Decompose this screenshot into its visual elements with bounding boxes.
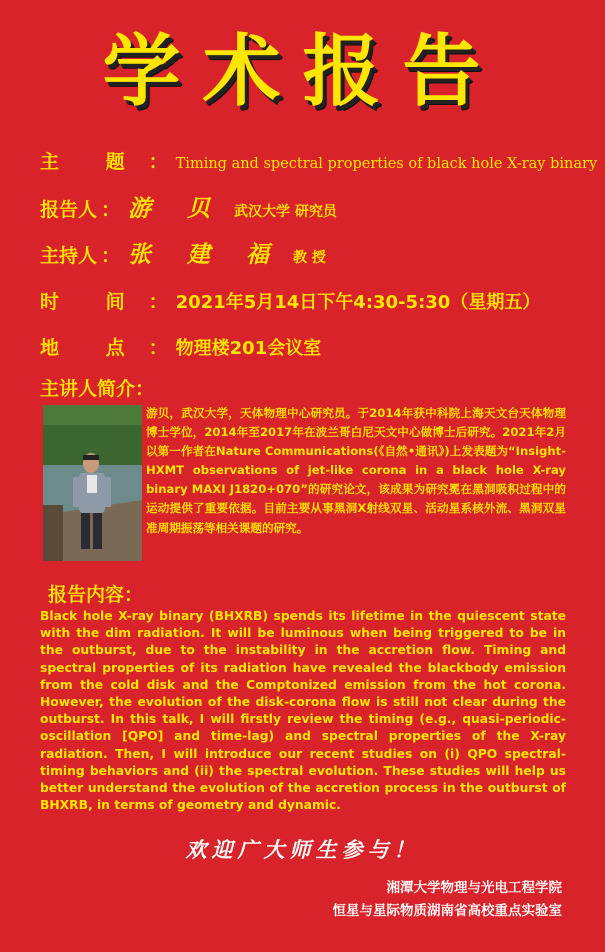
host-label: 主持人 (40, 245, 98, 267)
speaker-photo (43, 405, 142, 561)
bio-text: 游贝，武汉大学，天体物理中心研究员。于2014年获中科院上海天文台天体物理博士学位，2014年至2017年在波兰哥白尼天文中心做博士后研究。2021年2月以第一作者在Nature Communications(《自然•通讯》)上发表题为“Insight-HXMT observations of jet-like corona in a black hole X-ray binary MAXI J1820+070”的研究论文，该成果为研究冕在黑洞吸积过程中的运动提供了重要依据。目前主要从事黑洞X射线双星、活动星系核外流、黑洞双星准周期振荡等相关课题的研究。 (146, 406, 566, 535)
host-title: 教 授 (293, 250, 326, 266)
footer-lab: 恒星与星际物质湖南省高校重点实验室 (332, 903, 562, 919)
host-name: 张 建 福 (128, 241, 284, 268)
speaker-label: 报告人 (40, 199, 98, 221)
footer-school: 湘潭大学物理与光电工程学院 (386, 880, 562, 896)
speaker-row (40, 190, 337, 223)
speaker-name: 游 贝 (128, 195, 225, 222)
place-value: 物理楼201会议室 (175, 338, 322, 359)
time-value: 2021年5月14日下午4:30-5:30（星期五） (175, 292, 541, 313)
abstract-heading: 报告内容： (48, 584, 144, 606)
welcome-text: 欢迎广大师生参与！ (185, 837, 420, 862)
time-label: 时 间 (40, 291, 145, 313)
place-label: 地 点 (40, 337, 145, 359)
bio-heading: 主讲人简介： (40, 378, 155, 400)
host-row (40, 236, 326, 269)
speaker-colon: ： (101, 199, 121, 221)
topic-value: Timing and spectral properties of black hole X-ray binary (175, 156, 598, 172)
place-colon: ： (148, 337, 168, 359)
time-colon: ： (148, 291, 168, 313)
speaker-affiliation: 武汉大学 研究员 (234, 204, 337, 220)
abstract-text: Black hole X-ray binary (BHXRB) spends its lifetime in the quiescent state with the dim radiation. It will be luminous when being triggered to be in the outburst, due to the instability in the accretion flow. Timing and spectral properties of its radiation have revealed the blackbody emission from the cold disk and the Comptonized emission from the hot corona. However, the evolution of the disk-corona flow is still not clear during the outburst. In this talk, I will firstly review the timing (e.g., quasi-periodic-oscillation [QPO] and time-lag) and spectral properties of the X-ray radiation. Then, I will introduce our recent studies on (i) QPO spectral-timing behaviors and (ii) the spectral evolution. These studies will help us better understand the evolution of the accretion process in the outburst of BHXRB, in terms of geometry and dynamic. (40, 609, 566, 813)
topic-colon: ： (148, 151, 168, 173)
topic-row (40, 147, 597, 174)
speaker-photo-illustration (43, 405, 142, 561)
time-row (40, 287, 540, 314)
topic-label: 主 题 (40, 151, 145, 173)
poster-title: 学术报告 (102, 26, 503, 117)
host-colon: ： (101, 245, 121, 267)
place-row (40, 333, 321, 360)
